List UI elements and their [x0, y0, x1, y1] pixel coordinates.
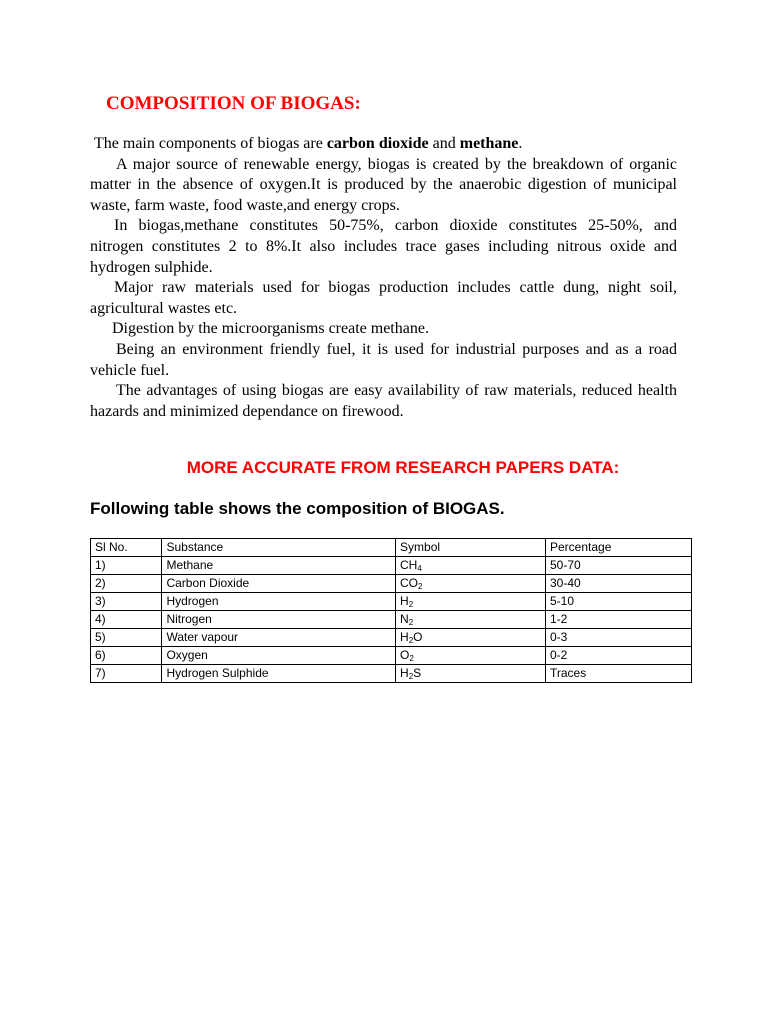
cell-sl-no: 6) — [91, 647, 162, 665]
cell-substance: Methane — [162, 557, 396, 575]
table-row — [91, 611, 692, 629]
document-title: COMPOSITION OF BIOGAS: — [106, 93, 361, 114]
table-row — [91, 557, 692, 575]
table-row — [91, 665, 692, 683]
table-row — [91, 647, 692, 665]
cell-symbol: $O_2$ — [396, 647, 546, 665]
cell-sl-no: 7) — [91, 665, 162, 683]
table-row — [91, 593, 692, 611]
cell-percentage: 0-2 — [546, 647, 692, 665]
research-subheading: MORE ACCURATE FROM RESEARCH PAPERS DATA: — [186, 458, 620, 477]
composition-table — [90, 538, 692, 683]
cell-sl-no: 4) — [91, 611, 162, 629]
intro-paragraph — [90, 134, 677, 155]
cell-substance: Carbon Dioxide — [162, 575, 396, 593]
cell-sl-no: 5) — [91, 629, 162, 647]
cell-percentage: 5-10 — [546, 593, 692, 611]
cell-substance: Hydrogen Sulphide — [162, 665, 396, 683]
cell-percentage: Traces — [546, 665, 692, 683]
paragraph-advantages: The advantages of using biogas are easy availability of raw materials, reduced health hazards and minimized dependance on firewood. — [90, 382, 677, 420]
paragraph-constituents: In biogas,methane constitutes 50-75%, carbon dioxide constitutes 25-50%, and nitrogen constitutes 2 to 8%.It also includes trace gases including nitrous oxide and hydrogen sulphide. — [90, 217, 677, 276]
intro-bold-carbon-dioxide: carbon dioxide — [326, 135, 429, 152]
cell-symbol: $H_2S$ — [396, 665, 546, 683]
cell-symbol: $H_2$ — [396, 593, 546, 611]
header-percentage: Percentage — [546, 539, 692, 557]
paragraph-renewable-energy: A major source of renewable energy, biogas is created by the breakdown of organic matter in the absence of oxygen.It is produced by the anaerobic digestion of municipal waste, farm waste, food waste,and energy crops. — [90, 155, 677, 214]
cell-percentage: 0-3 — [546, 629, 692, 647]
cell-symbol: $H_2O$ — [396, 629, 546, 647]
table-header-row — [91, 539, 692, 557]
cell-substance: Water vapour — [162, 629, 396, 647]
intro-bold-methane: methane — [459, 135, 519, 152]
paragraph-fuel-uses: Being an environment friendly fuel, it is used for industrial purposes and as a road vehicle fuel. — [90, 340, 677, 379]
cell-sl-no: 1) — [91, 557, 162, 575]
cell-percentage: 30-40 — [546, 575, 692, 593]
cell-substance: Hydrogen — [162, 593, 396, 611]
header-symbol: Symbol — [396, 539, 546, 557]
header-substance: Substance — [162, 539, 396, 557]
paragraph-digestion: Digestion by the microorganisms create methane. — [112, 320, 429, 338]
intro-text-after: . — [518, 135, 523, 152]
paragraph-raw-materials: Major raw materials used for biogas production includes cattle dung, night soil, agricultural wastes etc. — [90, 279, 677, 317]
intro-text-before: The main components of biogas are — [94, 135, 327, 152]
cell-sl-no: 3) — [91, 593, 162, 611]
body-text — [90, 134, 677, 422]
cell-symbol: $CH_4$ — [396, 557, 546, 575]
cell-symbol: $CO_2$ — [396, 575, 546, 593]
cell-substance: Nitrogen — [162, 611, 396, 629]
cell-symbol: $N_2$ — [396, 611, 546, 629]
cell-percentage: 1-2 — [546, 611, 692, 629]
table-row — [91, 629, 692, 647]
table-row — [91, 575, 692, 593]
cell-sl-no: 2) — [91, 575, 162, 593]
table-caption: Following table shows the composition of BIOGAS. — [90, 499, 505, 518]
header-sl-no: Sl No. — [91, 539, 162, 557]
cell-substance: Oxygen — [162, 647, 396, 665]
intro-text-mid: and — [428, 135, 460, 152]
cell-percentage: 50-70 — [546, 557, 692, 575]
